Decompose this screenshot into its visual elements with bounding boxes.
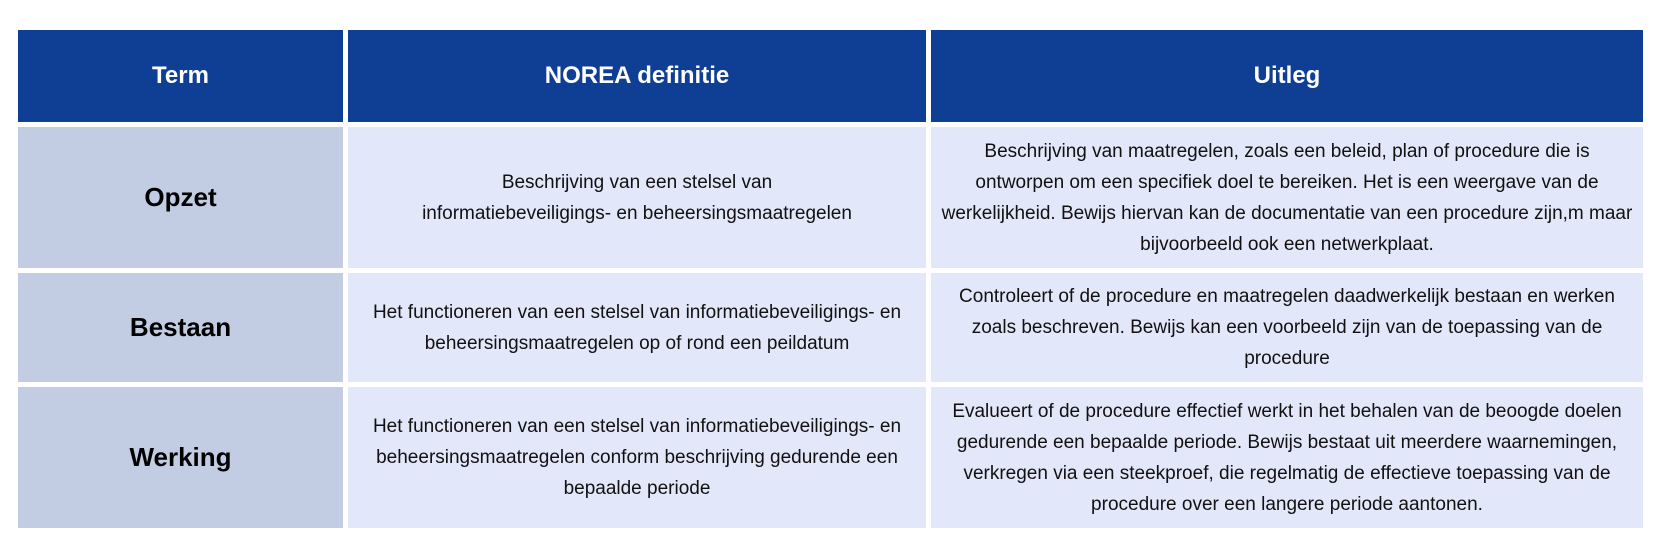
row-werking-term: Werking xyxy=(18,387,343,528)
definitions-table xyxy=(18,30,1643,528)
row-bestaan-definition: Het functioneren van een stelsel van informatiebeveiligings- en beheersingsmaatregelen op of rond een peildatum xyxy=(348,273,926,382)
row-opzet-definition: Beschrijving van een stelsel van informatiebeveiligings- en beheersingsmaatregelen xyxy=(348,127,926,268)
row-opzet-explanation: Beschrijving van maatregelen, zoals een beleid, plan of procedure die is ontworpen om een specifiek doel te bereiken. Het is een weergave van de werkelijkheid. Bewijs hiervan kan de documentatie van een procedure zijn,m maar bijvoorbeeld ook een netwerkplaat. xyxy=(931,127,1643,268)
row-werking-definition: Het functioneren van een stelsel van informatiebeveiligings- en beheersingsmaatregelen conform beschrijving gedurende een bepaalde periode xyxy=(348,387,926,528)
row-bestaan-explanation: Controleert of de procedure en maatregelen daadwerkelijk bestaan en werken zoals beschreven. Bewijs kan een voorbeeld zijn van de toepassing van de procedure xyxy=(931,273,1643,382)
row-bestaan-term: Bestaan xyxy=(18,273,343,382)
header-uitleg: Uitleg xyxy=(931,30,1643,122)
header-norea-definitie: NOREA definitie xyxy=(348,30,926,122)
row-opzet-term: Opzet xyxy=(18,127,343,268)
header-term: Term xyxy=(18,30,343,122)
row-werking-explanation: Evalueert of de procedure effectief werkt in het behalen van de beoogde doelen gedurende een bepaalde periode. Bewijs bestaat uit meerdere waarnemingen, verkregen via een steekproef, die regelmatig de effectieve toepassing van de procedure over een langere periode aantonen. xyxy=(931,387,1643,528)
